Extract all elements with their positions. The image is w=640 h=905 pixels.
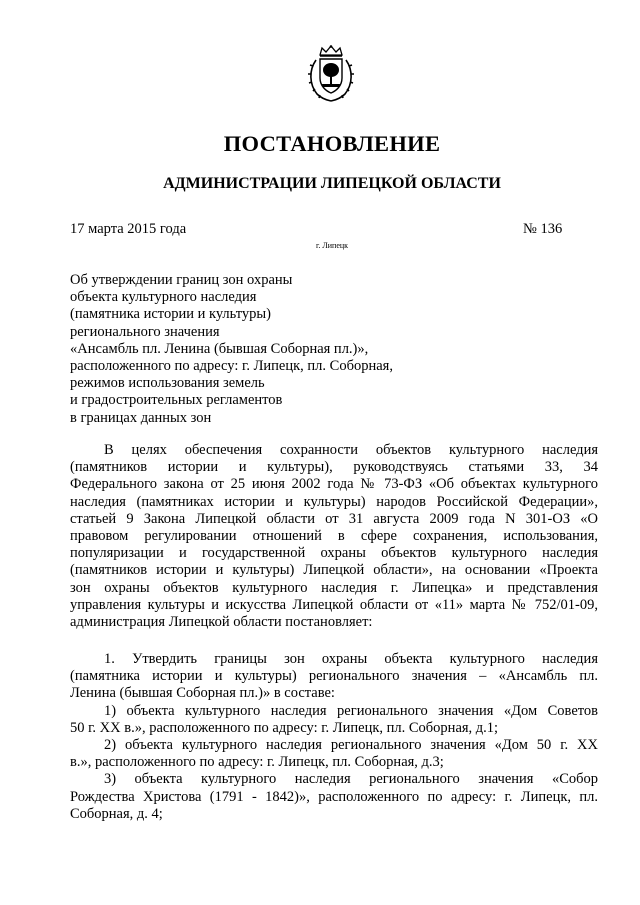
subject-line: (памятника истории и культуры) [70, 306, 271, 323]
preamble-paragraph [70, 442, 598, 631]
text-line: Соборная, д. 4; [70, 805, 163, 822]
subject-line: Об утверждении границ зон охраны [70, 272, 293, 288]
text-line: зон охраны объектов культурного наследия г. Липецка» и представления [70, 579, 598, 596]
text-line: (памятников истории и культуры) Липецкой области», на основании «Проекта [70, 562, 598, 579]
text-line: (памятников истории и культуры), руководствуясь статьями 33, 34 [70, 459, 598, 476]
text-line: популяризации и государственной охраны объектов культурного наследия [70, 545, 598, 562]
document-title: ПОСТАНОВЛЕНИЕ [223, 131, 441, 156]
text-line: 50 г. XX в.», расположенного по адресу: г. Липецк, пл. Соборная, д.1; [70, 719, 499, 736]
subject-line: и градостроительных регламентов [70, 392, 283, 409]
text-line: администрация Липецкой области постановляет: [70, 613, 373, 630]
document-number: № 136 [523, 221, 563, 237]
subject-line: регионального значения [70, 323, 220, 340]
text-line: Ленина (бывшая Соборная пл.)» в составе: [70, 685, 335, 702]
subject-line: в границах данных зон [70, 409, 212, 426]
text-line: 1. Утвердить границы зон охраны объекта культурного наследия [104, 651, 598, 667]
text-line: 1) объекта культурного наследия регионального значения «Дом Советов [104, 702, 598, 719]
text-line: наследия (памятниках истории и культуры) народов Российской Федерации», [70, 493, 598, 510]
document-subject [70, 272, 393, 427]
decree-item-1 [70, 651, 598, 823]
document-date: 17 марта 2015 года [70, 221, 187, 237]
document-issuer: АДМИНИСТРАЦИИ ЛИПЕЦКОЙ ОБЛАСТИ [163, 175, 501, 192]
text-line: в.», расположенного по адресу: г. Липецк, пл. Соборная, д.3; [70, 754, 444, 771]
text-line: Федерального закона от 25 июня 2002 года № 73-ФЗ «Об объектах культурного [70, 476, 598, 493]
text-line: (памятника истории и культуры) регионального значения – «Ансамбль пл. [70, 668, 598, 685]
coat-of-arms-icon [306, 44, 356, 102]
text-line: Рождества Христова (1791 - 1842)», расположенного по адресу: г. Липецк, пл. [70, 788, 598, 805]
text-line: статьей 9 Закона Липецкой области от 31 августа 2009 года N 301-ОЗ «О [70, 510, 598, 527]
subject-line: объекта культурного наследия [70, 289, 257, 306]
document-city: г. Липецк [315, 241, 349, 250]
subject-line: режимов использования земель [70, 375, 265, 392]
subject-line: «Ансамбль пл. Ленина (бывшая Соборная пл.)», [70, 340, 369, 357]
text-line: 3) объекта культурного наследия регионального значения «Собор [104, 771, 598, 788]
text-line: правовом регулировании отношений в сфере сохранения, использования, [70, 527, 598, 544]
subject-line: расположенного по адресу: г. Липецк, пл. Соборная, [70, 358, 393, 375]
text-line: 2) объекта культурного наследия регионального значения «Дом 50 г. XX [104, 736, 598, 753]
text-line: управления культуры и искусства Липецкой области от «11» марта № 752/01-09, [70, 596, 598, 613]
text-line: В целях обеспечения сохранности объектов культурного наследия [104, 442, 598, 458]
